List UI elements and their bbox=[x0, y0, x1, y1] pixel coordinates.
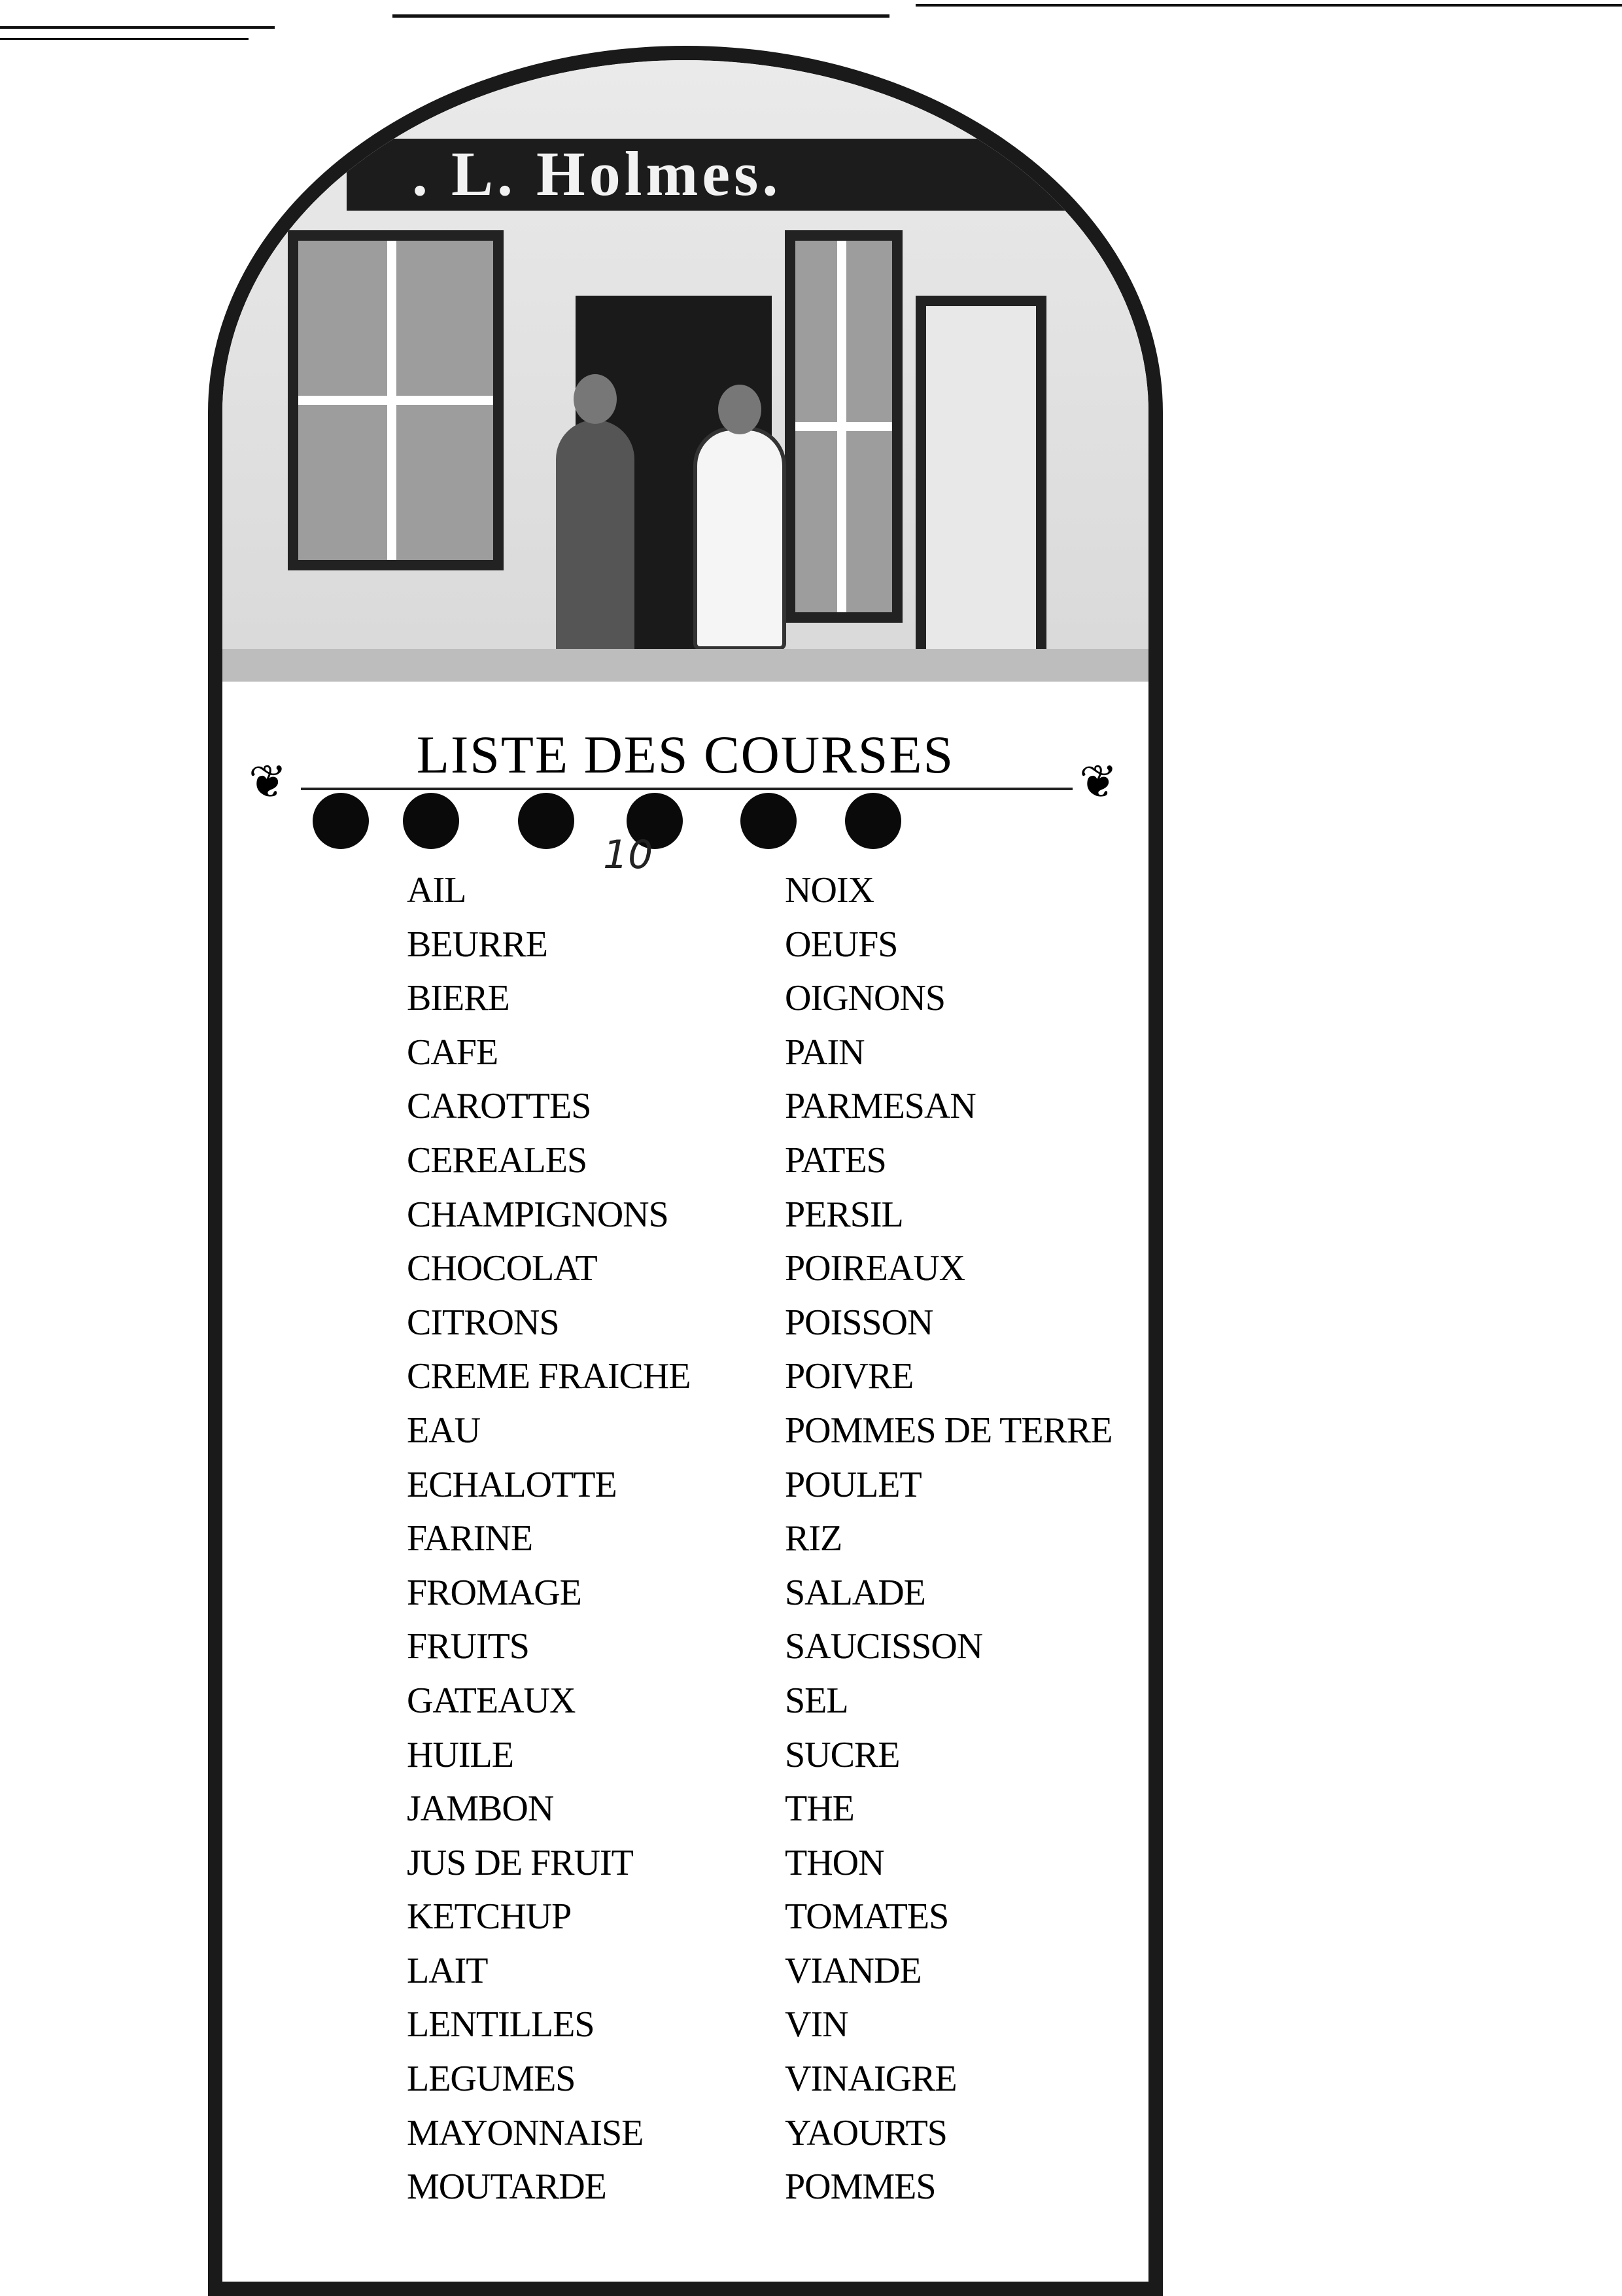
list-item: FARINE bbox=[407, 1518, 533, 1559]
shop-sign-text: . L. Holmes. bbox=[412, 139, 782, 209]
list-item: CEREALES bbox=[407, 1139, 587, 1181]
list-item: SEL bbox=[785, 1680, 848, 1721]
list-item: CAROTTES bbox=[407, 1086, 591, 1127]
shop-side-door bbox=[916, 296, 1046, 662]
list-item: BEURRE bbox=[407, 924, 547, 965]
shopping-list-left-column bbox=[407, 863, 691, 2214]
list-item: CHAMPIGNONS bbox=[407, 1194, 668, 1235]
list-item: JAMBON bbox=[407, 1788, 554, 1830]
list-item: PERSIL bbox=[785, 1194, 903, 1235]
list-item: SALADE bbox=[785, 1572, 925, 1613]
title-divider bbox=[301, 788, 1073, 790]
list-item: PARMESAN bbox=[785, 1086, 976, 1127]
list-item: OEUFS bbox=[785, 924, 898, 965]
list-item: THE bbox=[785, 1788, 854, 1830]
scan-streak-top bbox=[0, 26, 275, 29]
shopkeeper-head bbox=[718, 385, 761, 434]
list-item: CREME FRAICHE bbox=[407, 1356, 691, 1397]
punch-holes bbox=[222, 793, 1148, 858]
list-item: POIVRE bbox=[785, 1356, 914, 1397]
list-item: OIGNONS bbox=[785, 978, 945, 1019]
list-item: MAYONNAISE bbox=[407, 2112, 644, 2153]
list-item: SUCRE bbox=[785, 1734, 900, 1775]
shopkeeper-head bbox=[574, 374, 617, 424]
list-item: LENTILLES bbox=[407, 2004, 595, 2045]
list-item: CITRONS bbox=[407, 1302, 559, 1343]
punch-hole bbox=[740, 793, 797, 849]
list-item: KETCHUP bbox=[407, 1896, 572, 1938]
list-item: LEGUMES bbox=[407, 2059, 576, 2100]
list-item: VIN bbox=[785, 2004, 848, 2045]
list-item: JUS DE FRUIT bbox=[407, 1842, 633, 1883]
list-item: SAUCISSON bbox=[785, 1626, 983, 1667]
list-title: LISTE DES COURSES bbox=[416, 725, 955, 784]
list-item: MOUTARDE bbox=[407, 2166, 606, 2208]
list-item: POULET bbox=[785, 1464, 922, 1505]
shop-window-right bbox=[785, 230, 903, 623]
list-item: YAOURTS bbox=[785, 2112, 947, 2153]
list-item: POIREAUX bbox=[785, 1248, 965, 1289]
list-item: POMMES bbox=[785, 2166, 936, 2208]
shop-ground bbox=[222, 649, 1148, 682]
punch-hole bbox=[313, 793, 369, 849]
list-item: POMMES DE TERRE bbox=[785, 1410, 1113, 1451]
punch-hole bbox=[518, 793, 574, 849]
list-item: HUILE bbox=[407, 1734, 513, 1775]
list-item: POISSON bbox=[785, 1302, 933, 1343]
punch-hole bbox=[845, 793, 901, 849]
list-item: FRUITS bbox=[407, 1626, 529, 1667]
handwritten-note: 10 bbox=[603, 832, 653, 878]
flourish-left-ornament: ❦ bbox=[249, 757, 287, 808]
scan-streak-top bbox=[392, 14, 889, 18]
list-item: ECHALOTTE bbox=[407, 1464, 617, 1505]
list-item: EAU bbox=[407, 1410, 481, 1451]
shopping-list-right-column bbox=[785, 863, 1112, 2214]
shop-front-photo bbox=[222, 60, 1148, 682]
list-item: AIL bbox=[407, 870, 466, 911]
list-item: PAIN bbox=[785, 1032, 865, 1073]
list-item: RIZ bbox=[785, 1518, 842, 1559]
list-item: BIERE bbox=[407, 978, 509, 1019]
list-item: VIANDE bbox=[785, 1950, 922, 1991]
punch-hole bbox=[403, 793, 459, 849]
flourish-right-ornament: ❦ bbox=[1079, 757, 1118, 808]
list-item: CHOCOLAT bbox=[407, 1248, 597, 1289]
scan-streak-top bbox=[916, 4, 1622, 7]
list-item: LAIT bbox=[407, 1950, 488, 1991]
shopkeeper-figure bbox=[556, 420, 634, 682]
list-item: VINAIGRE bbox=[785, 2059, 957, 2100]
shop-window-left bbox=[288, 230, 504, 570]
list-item: FROMAGE bbox=[407, 1572, 581, 1613]
shopping-list-card bbox=[208, 46, 1163, 2296]
list-item: GATEAUX bbox=[407, 1680, 576, 1721]
list-item: THON bbox=[785, 1842, 884, 1883]
list-item: CAFE bbox=[407, 1032, 498, 1073]
shopkeeper-apron-figure bbox=[693, 426, 786, 650]
list-item: TOMATES bbox=[785, 1896, 949, 1938]
list-item: PATES bbox=[785, 1139, 886, 1181]
scan-streak-top bbox=[0, 38, 249, 40]
list-item: NOIX bbox=[785, 870, 874, 911]
